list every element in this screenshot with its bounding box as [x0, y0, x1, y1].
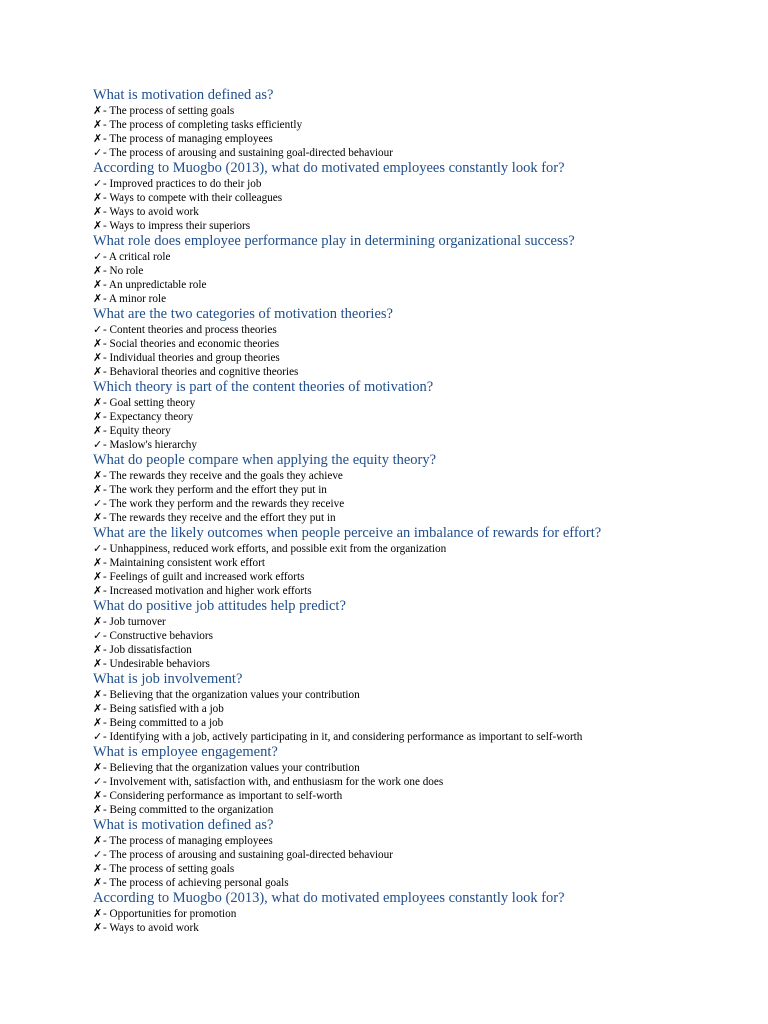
- cross-mark-icon: ✗: [93, 921, 103, 934]
- question-heading: According to Muogbo (2013), what do motivated employees constantly look for?: [93, 890, 565, 906]
- answer-option: [93, 803, 733, 817]
- answer-text: - Social theories and economic theories: [103, 338, 280, 350]
- answer-text: - Behavioral theories and cognitive theories: [103, 366, 299, 378]
- cross-mark-icon: ✗: [93, 337, 103, 350]
- answer-text: - Involvement with, satisfaction with, and enthusiasm for the work one does: [103, 776, 444, 788]
- cross-mark-icon: ✗: [93, 907, 103, 920]
- cross-mark-icon: ✗: [93, 219, 103, 232]
- check-mark-icon: ✓: [93, 497, 103, 510]
- question-heading: What do people compare when applying the equity theory?: [93, 452, 437, 468]
- question-heading: What are the two categories of motivation theories?: [93, 306, 393, 322]
- cross-mark-icon: ✗: [93, 410, 103, 423]
- question-block: [93, 890, 733, 935]
- answer-option: [93, 716, 733, 730]
- answer-option: [93, 424, 733, 438]
- answer-text: - The work they perform and the effort they put in: [103, 484, 327, 496]
- answer-text: - Ways to avoid work: [103, 922, 199, 934]
- answer-option: [93, 657, 733, 671]
- answer-text: - The process of managing employees: [103, 133, 273, 145]
- answer-text: - A critical role: [103, 251, 171, 263]
- answer-text: - Ways to impress their superiors: [103, 220, 251, 232]
- answer-text: - Being committed to a job: [103, 717, 224, 729]
- question-block: [93, 87, 733, 160]
- cross-mark-icon: ✗: [93, 469, 103, 482]
- answer-text: - The work they perform and the rewards they receive: [103, 498, 345, 510]
- answer-text: - No role: [103, 265, 144, 277]
- question-heading: What are the likely outcomes when people perceive an imbalance of rewards for effort?: [93, 525, 602, 541]
- question-heading: What is job involvement?: [93, 671, 243, 687]
- cross-mark-icon: ✗: [93, 424, 103, 437]
- answer-option: [93, 907, 733, 921]
- question-block: [93, 598, 733, 671]
- answer-text: - The process of arousing and sustaining goal-directed behaviour: [103, 849, 393, 861]
- cross-mark-icon: ✗: [93, 205, 103, 218]
- check-mark-icon: ✓: [93, 629, 103, 642]
- answer-text: - Being committed to the organization: [103, 804, 274, 816]
- answer-text: - Unhappiness, reduced work efforts, and possible exit from the organization: [103, 543, 447, 555]
- question-block: [93, 671, 733, 744]
- answer-option: [93, 556, 733, 570]
- answer-option: [93, 365, 733, 379]
- answer-text: - Opportunities for promotion: [103, 908, 237, 920]
- answer-text: - Maslow's hierarchy: [103, 439, 197, 451]
- question-block: [93, 233, 733, 306]
- check-mark-icon: ✓: [93, 848, 103, 861]
- answer-text: - Believing that the organization values your contribution: [103, 762, 360, 774]
- cross-mark-icon: ✗: [93, 118, 103, 131]
- answer-text: - Believing that the organization values your contribution: [103, 689, 360, 701]
- answer-option: [93, 410, 733, 424]
- cross-mark-icon: ✗: [93, 104, 103, 117]
- answer-option: [93, 702, 733, 716]
- answer-text: - The process of achieving personal goals: [103, 877, 289, 889]
- answer-option: [93, 337, 733, 351]
- cross-mark-icon: ✗: [93, 803, 103, 816]
- check-mark-icon: ✓: [93, 775, 103, 788]
- answer-text: - The process of completing tasks efficiently: [103, 119, 303, 131]
- answer-option: [93, 511, 733, 525]
- answer-option: [93, 118, 733, 132]
- answer-option: [93, 921, 733, 935]
- cross-mark-icon: ✗: [93, 396, 103, 409]
- answer-option: [93, 278, 733, 292]
- answer-text: - Goal setting theory: [103, 397, 196, 409]
- answer-option: [93, 191, 733, 205]
- answer-text: - An unpredictable role: [103, 279, 207, 291]
- answer-option: [93, 730, 733, 744]
- answer-text: - Maintaining consistent work effort: [103, 557, 265, 569]
- question-block: [93, 379, 733, 452]
- answer-option: [93, 264, 733, 278]
- answer-text: - Identifying with a job, actively participating in it, and considering performance as important to self-worth: [103, 731, 583, 743]
- cross-mark-icon: ✗: [93, 132, 103, 145]
- cross-mark-icon: ✗: [93, 365, 103, 378]
- question-block: [93, 817, 733, 890]
- answer-option: [93, 205, 733, 219]
- answer-text: - Individual theories and group theories: [103, 352, 280, 364]
- cross-mark-icon: ✗: [93, 702, 103, 715]
- check-mark-icon: ✓: [93, 250, 103, 263]
- cross-mark-icon: ✗: [93, 876, 103, 889]
- answer-option: [93, 351, 733, 365]
- answer-option: [93, 848, 733, 862]
- answer-text: - Increased motivation and higher work efforts: [103, 585, 312, 597]
- answer-option: [93, 132, 733, 146]
- check-mark-icon: ✓: [93, 542, 103, 555]
- answer-text: - Job dissatisfaction: [103, 644, 192, 656]
- check-mark-icon: ✓: [93, 730, 103, 743]
- question-heading: What is motivation defined as?: [93, 817, 274, 833]
- answer-option: [93, 219, 733, 233]
- check-mark-icon: ✓: [93, 438, 103, 451]
- cross-mark-icon: ✗: [93, 584, 103, 597]
- question-heading: What is employee engagement?: [93, 744, 278, 760]
- answer-text: - The process of managing employees: [103, 835, 273, 847]
- answer-text: - A minor role: [103, 293, 167, 305]
- answer-option: [93, 876, 733, 890]
- answer-text: - Being satisfied with a job: [103, 703, 224, 715]
- cross-mark-icon: ✗: [93, 657, 103, 670]
- quiz-document: [93, 87, 733, 935]
- answer-option: [93, 570, 733, 584]
- answer-option: [93, 396, 733, 410]
- question-block: [93, 744, 733, 817]
- answer-option: [93, 438, 733, 452]
- answer-text: - Improved practices to do their job: [103, 178, 262, 190]
- answer-text: - Equity theory: [103, 425, 171, 437]
- answer-option: [93, 834, 733, 848]
- question-block: [93, 160, 733, 233]
- answer-option: [93, 250, 733, 264]
- answer-text: - Content theories and process theories: [103, 324, 277, 336]
- answer-text: - Ways to avoid work: [103, 206, 199, 218]
- cross-mark-icon: ✗: [93, 264, 103, 277]
- cross-mark-icon: ✗: [93, 191, 103, 204]
- cross-mark-icon: ✗: [93, 570, 103, 583]
- cross-mark-icon: ✗: [93, 615, 103, 628]
- cross-mark-icon: ✗: [93, 643, 103, 656]
- question-block: [93, 452, 733, 525]
- answer-text: - Expectancy theory: [103, 411, 194, 423]
- answer-option: [93, 469, 733, 483]
- answer-option: [93, 584, 733, 598]
- answer-option: [93, 177, 733, 191]
- answer-option: [93, 643, 733, 657]
- cross-mark-icon: ✗: [93, 511, 103, 524]
- answer-option: [93, 292, 733, 306]
- answer-text: - Job turnover: [103, 616, 166, 628]
- question-heading: Which theory is part of the content theories of motivation?: [93, 379, 434, 395]
- question-block: [93, 525, 733, 598]
- question-heading: What is motivation defined as?: [93, 87, 274, 103]
- answer-option: [93, 789, 733, 803]
- cross-mark-icon: ✗: [93, 789, 103, 802]
- check-mark-icon: ✓: [93, 323, 103, 336]
- answer-option: [93, 629, 733, 643]
- answer-option: [93, 688, 733, 702]
- question-block: [93, 306, 733, 379]
- cross-mark-icon: ✗: [93, 351, 103, 364]
- answer-text: - Constructive behaviors: [103, 630, 213, 642]
- cross-mark-icon: ✗: [93, 716, 103, 729]
- answer-option: [93, 862, 733, 876]
- cross-mark-icon: ✗: [93, 688, 103, 701]
- question-heading: What do positive job attitudes help predict?: [93, 598, 346, 614]
- answer-option: [93, 497, 733, 511]
- answer-text: - The rewards they receive and the effort they put in: [103, 512, 336, 524]
- answer-option: [93, 483, 733, 497]
- cross-mark-icon: ✗: [93, 483, 103, 496]
- answer-option: [93, 323, 733, 337]
- cross-mark-icon: ✗: [93, 292, 103, 305]
- cross-mark-icon: ✗: [93, 834, 103, 847]
- cross-mark-icon: ✗: [93, 862, 103, 875]
- cross-mark-icon: ✗: [93, 761, 103, 774]
- question-heading: What role does employee performance play in determining organizational success?: [93, 233, 575, 249]
- answer-text: - The process of setting goals: [103, 863, 235, 875]
- answer-option: [93, 542, 733, 556]
- cross-mark-icon: ✗: [93, 278, 103, 291]
- answer-option: [93, 104, 733, 118]
- answer-text: - The process of setting goals: [103, 105, 235, 117]
- answer-text: - Undesirable behaviors: [103, 658, 210, 670]
- answer-text: - Ways to compete with their colleagues: [103, 192, 283, 204]
- answer-text: - The process of arousing and sustaining goal-directed behaviour: [103, 147, 393, 159]
- answer-option: [93, 146, 733, 160]
- check-mark-icon: ✓: [93, 146, 103, 159]
- answer-text: - Feelings of guilt and increased work efforts: [103, 571, 305, 583]
- answer-option: [93, 615, 733, 629]
- cross-mark-icon: ✗: [93, 556, 103, 569]
- answer-text: - Considering performance as important to self-worth: [103, 790, 343, 802]
- question-heading: According to Muogbo (2013), what do motivated employees constantly look for?: [93, 160, 565, 176]
- answer-option: [93, 775, 733, 789]
- answer-text: - The rewards they receive and the goals they achieve: [103, 470, 343, 482]
- check-mark-icon: ✓: [93, 177, 103, 190]
- answer-option: [93, 761, 733, 775]
